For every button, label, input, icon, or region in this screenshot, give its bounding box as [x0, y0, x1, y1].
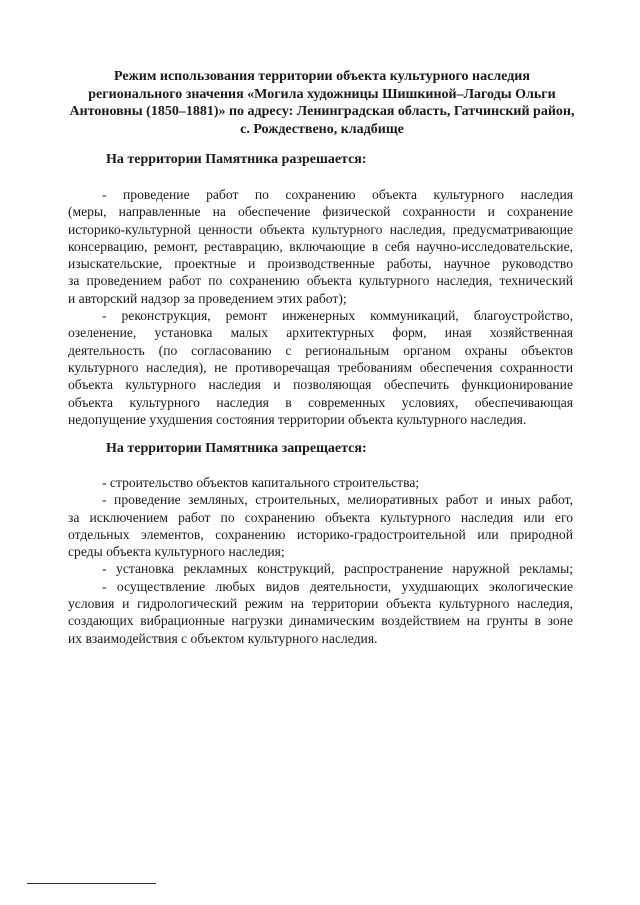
- forbidden-section-body: [68, 474, 573, 647]
- text-line: консервацию, ремонт, реставрацию, включающие в себя научно-исследовательские,: [68, 238, 573, 254]
- title-line: регионального значения «Могила художницы Шишкиной–Лагоды Ольги: [88, 86, 556, 102]
- forbidden-section-heading: На территории Памятника запрещается:: [106, 441, 367, 456]
- text-line: недопущение ухудшения состояния территории объекта культурного наследия.: [68, 411, 527, 427]
- title-line: с. Рождествено, кладбище: [240, 121, 404, 137]
- text-line: - установка рекламных конструкций, распространение наружной рекламы;: [102, 561, 573, 577]
- text-line: - осуществление любых видов деятельности, ухудшающих экологические: [102, 578, 573, 594]
- text-line: за проведением работ по сохранению объекта культурного наследия, технический: [68, 273, 573, 289]
- document-title: [66, 68, 578, 138]
- allowed-section-heading: На территории Памятника разрешается:: [106, 152, 367, 167]
- text-line: за исключением работ по сохранению объекта культурного наследия или его: [68, 509, 573, 525]
- text-line: историко-культурной ценности объекта культурного наследия, предусматривающие: [68, 221, 573, 237]
- text-line: (меры, направленные на обеспечение физической сохранности и сохранение: [68, 204, 573, 220]
- allowed-section-body: [68, 186, 573, 428]
- text-line: и авторский надзор за проведением этих работ);: [68, 290, 347, 306]
- text-line: условия и гидрологический режим на территории объекта культурного наследия,: [68, 596, 573, 612]
- text-line: - проведение работ по сохранению объекта культурного наследия: [102, 187, 573, 202]
- text-line: - строительство объектов капитального строительства;: [102, 475, 420, 490]
- text-line: их взаимодействия с объектом культурного наследия.: [68, 630, 378, 646]
- text-line: объекта культурного наследия в современных условиях, обеспечивающая: [68, 394, 573, 410]
- text-line: изыскательские, проектные и производственные работы, научное руководство: [68, 256, 573, 272]
- title-line: Антоновны (1850–1881)» по адресу: Ленинградская область, Гатчинский район,: [69, 104, 575, 119]
- text-line: культурного наследия), не противоречащая требованиям обеспечения сохранности: [68, 359, 573, 375]
- footer-divider: [27, 883, 156, 884]
- text-line: озеленение, установка малых архитектурных форм, иная хозяйственная: [68, 325, 573, 341]
- text-line: объекта культурного наследия и позволяющая обеспечить функционирование: [68, 377, 573, 393]
- title-line: Режим использования территории объекта культурного наследия: [114, 69, 530, 84]
- text-line: - проведение земляных, строительных, мелиоративных работ и иных работ,: [102, 492, 573, 508]
- text-line: отдельных элементов, сохранению историко-градостроительной или природной: [68, 526, 573, 542]
- text-line: среды объекта культурного наследия;: [68, 544, 285, 560]
- text-line: деятельность (по согласованию с региональным органом охраны объектов: [68, 342, 573, 358]
- text-line: - реконструкция, ремонт инженерных коммуникаций, благоустройство,: [102, 308, 573, 324]
- text-line: создающих вибрационные нагрузки динамическим воздействием на грунты в зоне: [68, 613, 573, 629]
